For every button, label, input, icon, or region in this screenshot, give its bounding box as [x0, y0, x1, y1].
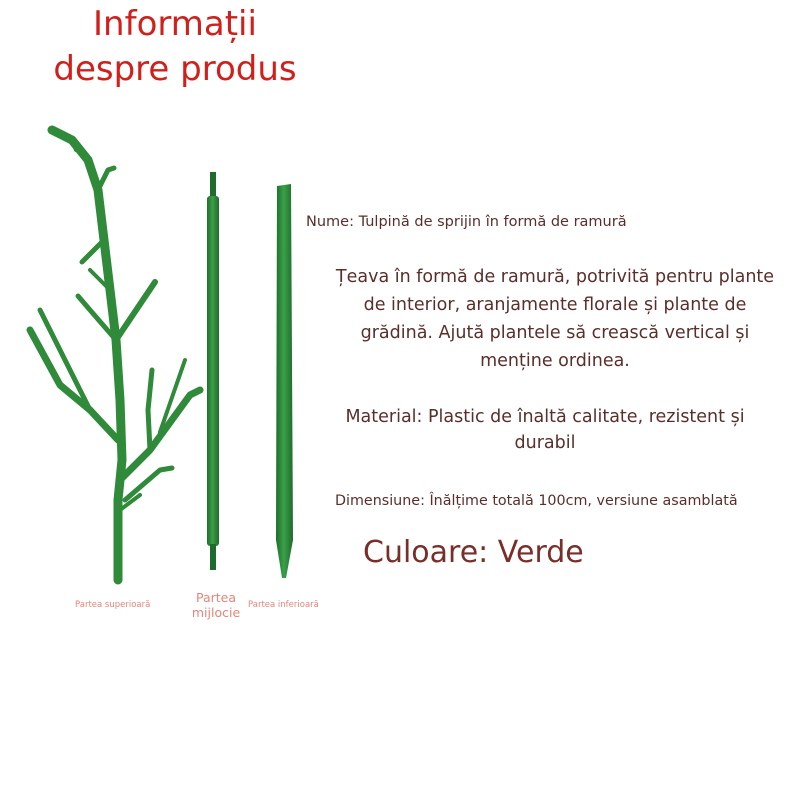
bottom-part-tube — [276, 184, 293, 578]
product-description: Țeava în formă de ramură, potrivită pentru plante de interior, aranjamente florale și plante de grădină. Ajută plantele să crească vertical și menține ordinea. — [335, 267, 775, 371]
product-material: Material: Plastic de înaltă calitate, rezistent și durabil — [345, 407, 745, 453]
title-line-2: despre produs — [53, 49, 297, 89]
label-middle-part: Partea mijlocie — [191, 590, 241, 620]
product-name: Nume: Tulpină de sprijin în formă de ramură — [306, 214, 627, 230]
product-color: Culoare: Verde — [363, 535, 584, 570]
label-bottom-part: Partea inferioară — [248, 600, 319, 610]
product-dimension: Dimensiune: Înălțime totală 100cm, versiune asamblată — [335, 493, 738, 509]
label-top-part: Partea superioară — [75, 600, 151, 610]
middle-part-tube — [207, 172, 219, 570]
title-line-1: Informații — [93, 4, 257, 44]
branch-top-part — [30, 130, 200, 580]
